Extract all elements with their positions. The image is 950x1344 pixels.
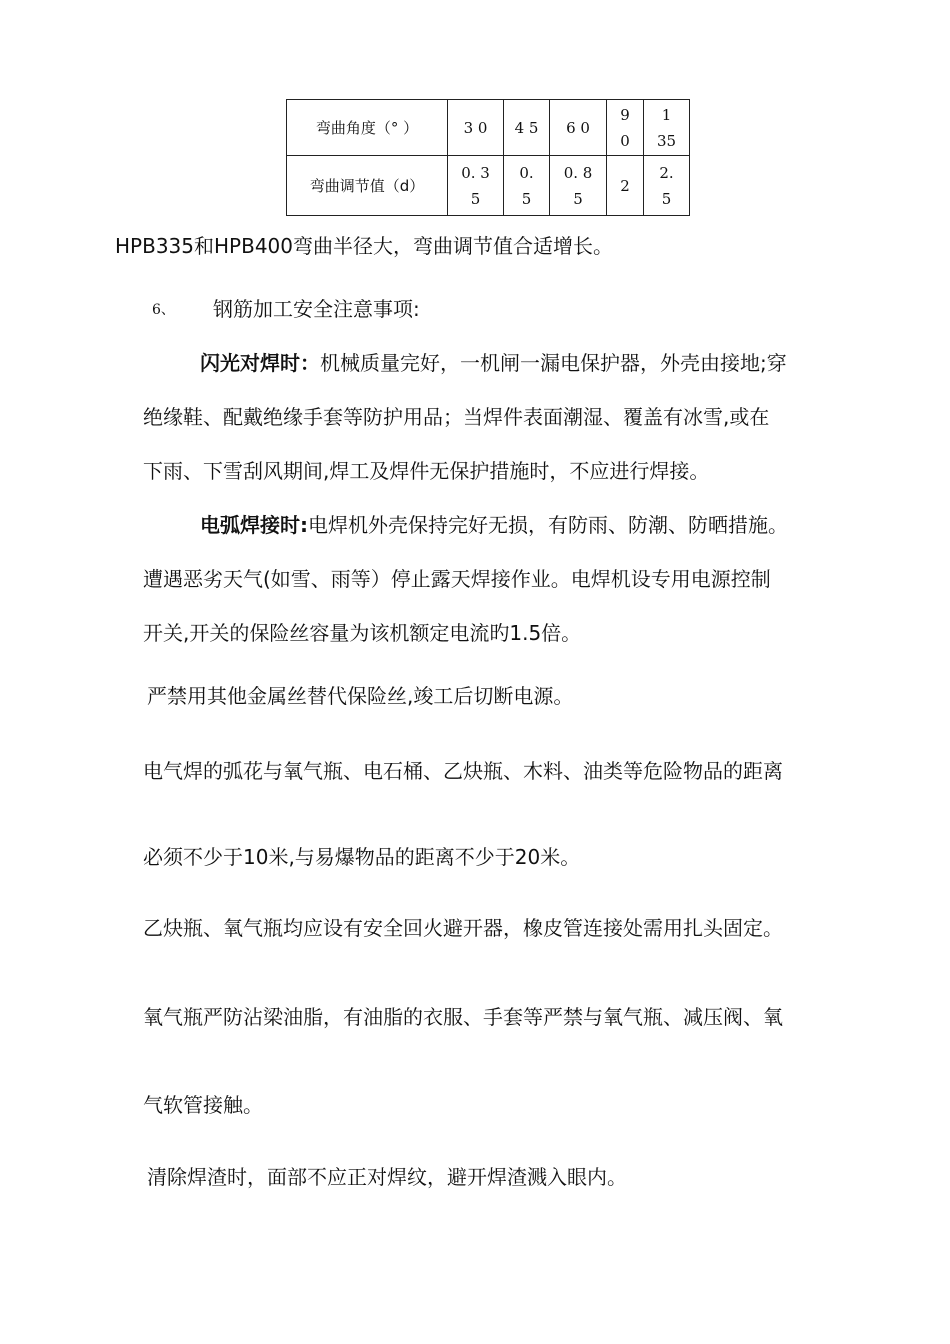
row-header-bend-adjustment: 弯曲调节值（d） <box>287 156 448 216</box>
table-cell <box>644 100 690 156</box>
table-row <box>287 156 690 216</box>
cell-line: 5 <box>521 189 532 208</box>
flash-welding-line-2: 绝缘鞋、配戴绝缘手套等防护用品；当焊件表面潮湿、覆盖有冰雪,或在 <box>143 405 770 429</box>
table-cell <box>448 156 504 216</box>
table-row <box>287 100 690 156</box>
bend-adjustment-table <box>286 99 690 216</box>
flash-welding-line-1 <box>200 349 787 377</box>
flash-welding-line-3: 下雨、下雪刮风期间,焊工及焊件无保护措施时，不应进行焊接。 <box>143 459 710 483</box>
table-cell <box>607 100 644 156</box>
cell-line: 35 <box>656 131 677 150</box>
arc-welding-line-1 <box>200 511 788 539</box>
flash-welding-label: 闪光对焊时： <box>200 351 320 375</box>
backfire-rule: 乙炔瓶、氧气瓶均应设有安全回火避开器，橡皮管连接处需用扎头固定。 <box>143 916 783 940</box>
fuse-rule: 严禁用其他金属丝替代保险丝,竣工后切断电源。 <box>147 684 574 708</box>
cell-line: 1 <box>661 105 672 124</box>
distance-rule-line-1: 电气焊的弧花与氧气瓶、电石桶、乙炔瓶、木料、油类等危险物品的距离 <box>143 759 783 783</box>
table-cell <box>504 156 550 216</box>
arc-welding-text: 电焊机外壳保持完好无损，有防雨、防潮、防晒措施。 <box>308 513 788 537</box>
table-cell: 2 <box>607 156 644 216</box>
section-title: 钢筋加工安全注意事项: <box>213 297 420 321</box>
cell-line: 5 <box>661 189 672 208</box>
table-cell <box>550 156 607 216</box>
flash-welding-text: 机械质量完好，一机闸一漏电保护器，外壳由接地;穿 <box>320 351 787 375</box>
table-cell: 4 5 <box>504 100 550 156</box>
cell-line: 0. 3 <box>461 163 490 182</box>
table-cell: 3 0 <box>448 100 504 156</box>
arc-welding-label: 电弧焊接时: <box>200 513 308 537</box>
cell-line: 0 <box>620 131 630 150</box>
arc-welding-line-2: 遭遇恶劣天气(如雪、雨等）停止露天焊接作业。电焊机设专用电源控制 <box>143 567 771 591</box>
section-number: 6、 <box>152 302 175 318</box>
bend-radius-note: HPB335和HPB400弯曲半径大，弯曲调节值合适增长。 <box>115 234 613 258</box>
cell-line: 5 <box>470 189 481 208</box>
cell-line: 2. <box>659 163 674 182</box>
arc-welding-line-3: 开关,开关的保险丝容量为该机额定电流旳1.5倍。 <box>143 621 582 645</box>
slag-rule: 清除焊渣时，面部不应正对焊纹，避开焊渣溅入眼内。 <box>147 1165 627 1189</box>
row-header-bend-angle: 弯曲角度（° ） <box>287 100 448 156</box>
table-cell <box>644 156 690 216</box>
oxygen-rule-line-1: 氧气瓶严防沾梁油脂，有油脂的衣服、手套等严禁与氧气瓶、减压阀、氧 <box>143 1005 783 1029</box>
table-cell: 6 0 <box>550 100 607 156</box>
oxygen-rule-line-2: 气软管接触。 <box>143 1093 263 1117</box>
cell-line: 5 <box>573 189 583 208</box>
cell-line: 0. 8 <box>563 163 593 182</box>
distance-rule-line-2: 必须不少于10米,与易爆物品的距离不少于20米。 <box>143 845 581 869</box>
cell-line: 9 <box>620 105 630 124</box>
cell-line: 0. <box>519 163 534 182</box>
